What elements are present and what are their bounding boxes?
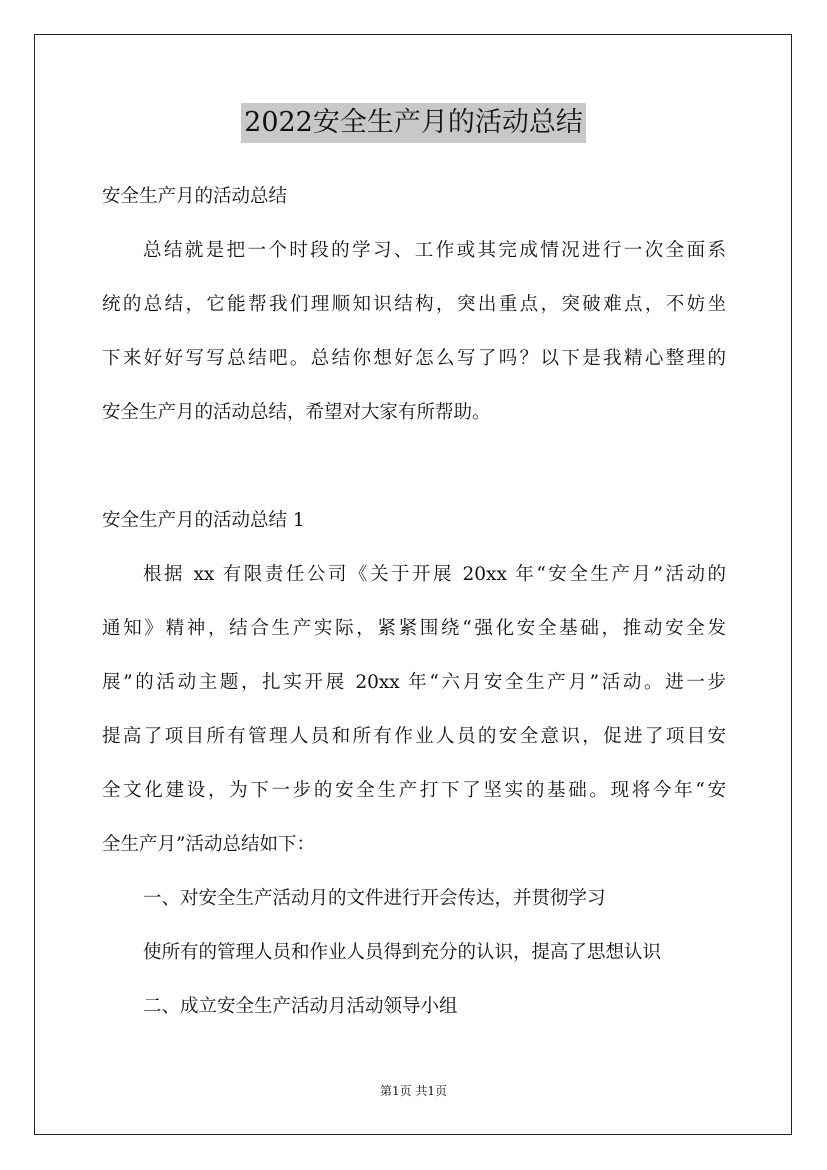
section-line: 展”的活动主题，扎实开展 20xx 年“六月安全生产月”活动。进一步	[102, 672, 726, 693]
intro-line: 统的总结，它能帮我们理顺知识结构，突出重点，突破难点，不妨坐	[102, 294, 726, 315]
section-line: 全文化建设，为下一步的安全生产打下了坚实的基础。现将今年“安	[102, 780, 726, 801]
document-body	[102, 170, 726, 1034]
section-heading: 安全生产月的活动总结 1	[102, 510, 305, 531]
intro-line: 安全生产月的活动总结，希望对大家有所帮助。	[102, 402, 491, 423]
paragraph-gap	[102, 440, 726, 494]
section-line: 根据 xx 有限责任公司《关于开展 20xx 年“安全生产月”活动的	[143, 564, 726, 585]
intro-line: 下来好好写写总结吧。总结你想好怎么写了吗？以下是我精心整理的	[102, 348, 726, 369]
list-item-1: 一、对安全生产活动月的文件进行开会传达，并贯彻学习	[143, 888, 606, 909]
section-line: 全生产月”活动总结如下：	[102, 834, 315, 855]
section-line: 提高了项目所有管理人员和所有作业人员的安全意识，促进了项目安	[102, 726, 726, 747]
document-title: 2022安全生产月的活动总结	[241, 103, 586, 143]
list-item-2: 二、成立安全生产活动月活动领导小组	[143, 996, 458, 1017]
intro-line: 总结就是把一个时段的学习、工作或其完成情况进行一次全面系	[143, 240, 726, 261]
list-item-1-detail: 使所有的管理人员和作业人员得到充分的认识，提高了思想认识	[143, 942, 662, 963]
subtitle: 安全生产月的活动总结	[102, 186, 288, 207]
page-footer: 第1页 共1页	[379, 1084, 448, 1098]
title-container	[0, 103, 827, 143]
section-line: 通知》精神，结合生产实际，紧紧围绕“强化安全基础，推动安全发	[102, 618, 726, 639]
